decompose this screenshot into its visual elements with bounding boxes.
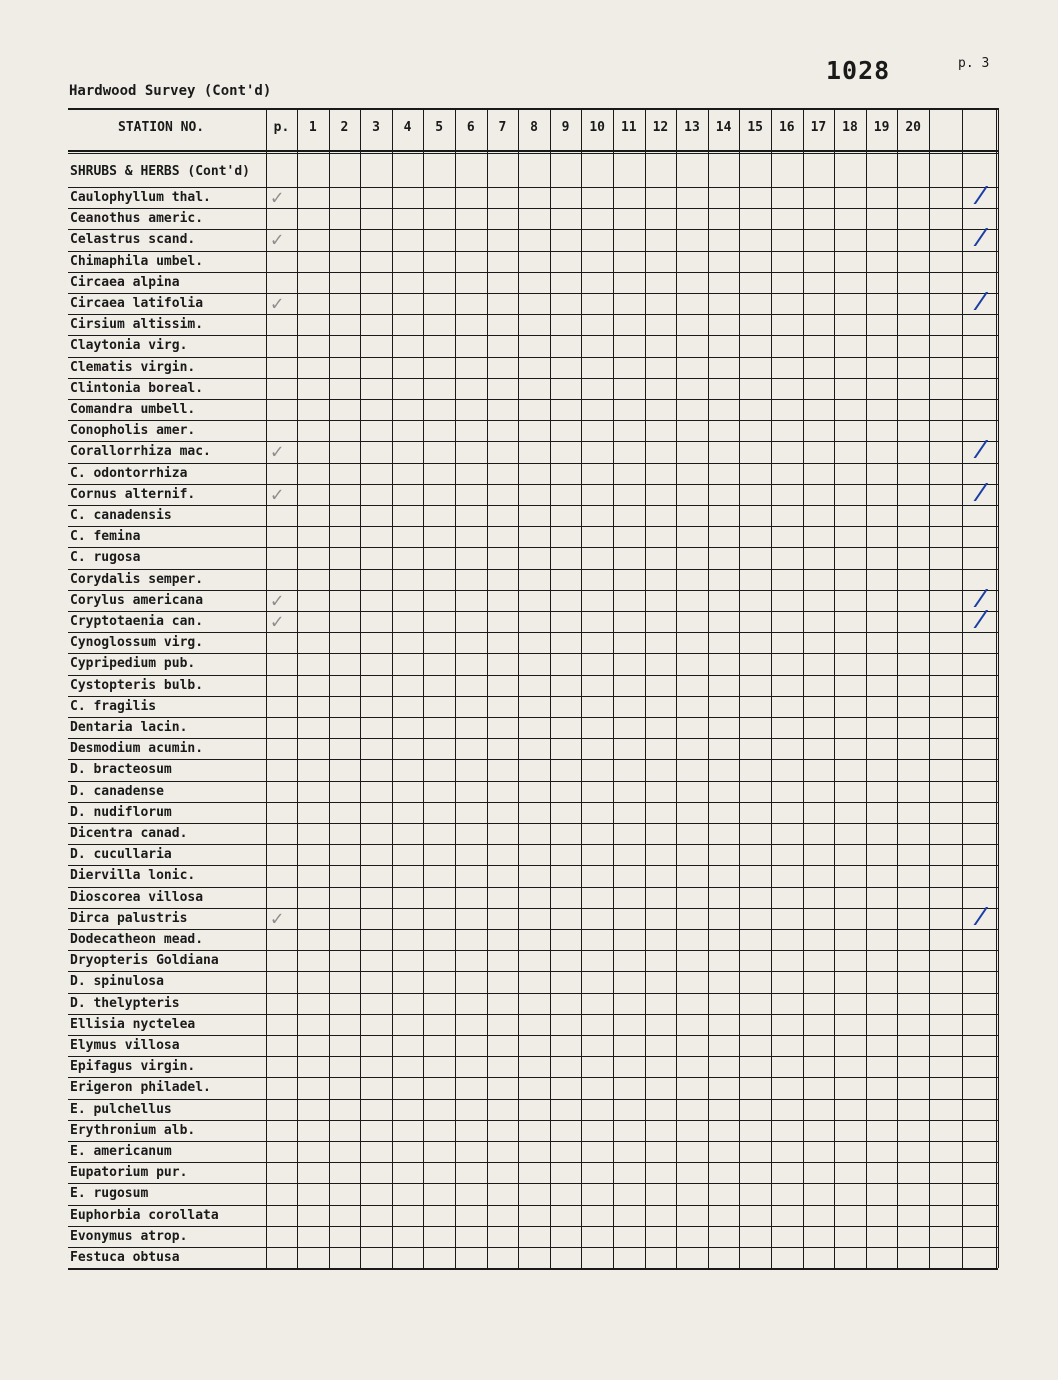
station-no-label: STATION NO. <box>118 120 205 135</box>
row-rule <box>68 675 998 676</box>
station-header-16: 16 <box>778 120 795 135</box>
column-rule <box>518 108 519 1268</box>
tally-mark: / <box>971 607 991 632</box>
species-name: Caulophyllum thal. <box>70 190 211 205</box>
species-name: C. rugosa <box>70 550 141 566</box>
row-rule <box>68 1162 998 1163</box>
row-rule <box>68 569 998 570</box>
p-check-mark: ✓ <box>271 481 284 506</box>
column-rule <box>266 108 267 1268</box>
tally-mark: / <box>971 585 991 611</box>
species-name: Dioscorea villosa <box>70 889 204 905</box>
tally-mark: / <box>971 183 991 208</box>
species-name: C. fragilis <box>70 698 157 714</box>
station-header-8: 8 <box>530 120 538 135</box>
row-rule <box>68 865 998 866</box>
row-rule <box>68 484 998 485</box>
species-name: E. pulchellus <box>70 1101 172 1117</box>
station-header-11: 11 <box>620 120 637 135</box>
row-rule <box>68 738 998 739</box>
station-header-19: 19 <box>873 120 890 135</box>
row-rule <box>68 696 998 697</box>
species-name: Diervilla lonic. <box>70 868 196 884</box>
station-header-17: 17 <box>810 120 827 135</box>
row-rule <box>68 1226 998 1227</box>
p-check-mark: ✓ <box>271 185 284 209</box>
species-name: Corallorrhiza mac. <box>70 444 211 460</box>
species-name: Euphorbia corollata <box>70 1207 219 1223</box>
tally-mark: / <box>971 903 991 929</box>
species-name: E. americanum <box>70 1144 172 1159</box>
column-rule <box>962 108 963 1268</box>
row-rule <box>68 463 998 464</box>
species-name: Circaea alpina <box>70 274 180 290</box>
row-rule <box>68 908 998 909</box>
species-name: Festuca obtusa <box>70 1250 180 1265</box>
page-number: p. 3 <box>958 56 990 71</box>
row-rule <box>68 1268 998 1270</box>
species-name: Cypripedium pub. <box>70 656 196 672</box>
species-name: Celastrus scand. <box>70 232 196 248</box>
column-rule <box>897 108 898 1268</box>
column-rule <box>613 108 614 1268</box>
row-rule <box>68 993 998 994</box>
species-name: D. spinulosa <box>70 974 164 990</box>
row-rule <box>68 208 998 209</box>
column-rule <box>487 108 488 1268</box>
station-header-10: 10 <box>589 120 606 135</box>
column-rule <box>866 108 867 1268</box>
p-column-header: p. <box>273 120 290 135</box>
row-rule <box>68 399 998 400</box>
station-header-9: 9 <box>561 120 570 135</box>
column-rule <box>998 108 999 1268</box>
row-rule <box>68 1077 998 1078</box>
row-rule <box>68 1014 998 1015</box>
survey-grid <box>68 108 998 1264</box>
p-check-mark: ✓ <box>271 439 284 464</box>
species-name: Cornus alternif. <box>70 486 196 502</box>
row-rule <box>68 547 998 548</box>
species-name: Corylus americana <box>70 592 204 608</box>
tally-mark: / <box>971 437 991 463</box>
row-rule <box>68 781 998 782</box>
row-rule <box>68 505 998 506</box>
species-name: C. odontorrhiza <box>70 465 188 481</box>
tally-mark: / <box>971 289 991 314</box>
row-rule <box>68 950 998 951</box>
species-name: Epifagus virgin. <box>70 1059 196 1075</box>
row-rule <box>68 1141 998 1142</box>
species-name: Cynoglossum virg. <box>70 635 204 651</box>
row-rule <box>68 420 998 421</box>
row-rule <box>68 590 998 591</box>
station-header-20: 20 <box>905 120 922 135</box>
column-rule <box>645 108 646 1268</box>
row-rule <box>68 357 998 358</box>
row-rule <box>68 272 998 273</box>
species-name: Cryptotaenia can. <box>70 614 204 629</box>
species-name: Dirca palustris <box>70 910 188 926</box>
species-name: Clematis virgin. <box>70 359 196 375</box>
species-name: Eupatorium pur. <box>70 1165 188 1181</box>
row-rule <box>68 314 998 315</box>
species-name: D. canadense <box>70 783 164 799</box>
row-rule <box>68 526 998 527</box>
document-number: 1028 <box>826 56 891 85</box>
row-rule <box>68 335 998 336</box>
species-name: Chimaphila umbel. <box>70 253 204 269</box>
row-rule <box>68 293 998 294</box>
row-rule <box>68 1247 998 1248</box>
species-name: Cystopteris bulb. <box>70 677 204 693</box>
header-rule <box>68 150 998 152</box>
species-name: Erythronium alb. <box>70 1122 196 1138</box>
p-check-mark: ✓ <box>271 905 284 930</box>
column-rule <box>455 108 456 1268</box>
species-name: E. rugosum <box>70 1186 149 1202</box>
species-name: Dryopteris Goldiana <box>70 953 219 969</box>
column-rule <box>929 108 930 1268</box>
station-header-7: 7 <box>498 120 507 135</box>
column-rule <box>739 108 740 1268</box>
row-rule <box>68 251 998 252</box>
column-rule <box>834 108 835 1268</box>
species-name: Cirsium altissim. <box>70 317 204 333</box>
species-name: D. thelypteris <box>70 995 180 1011</box>
row-rule <box>68 1120 998 1121</box>
section-rule <box>68 187 998 188</box>
species-name: Evonymus atrop. <box>70 1228 188 1244</box>
row-rule <box>68 1183 998 1184</box>
species-name: Comandra umbell. <box>70 402 196 417</box>
species-name: Clintonia boreal. <box>70 380 204 396</box>
species-name: Circaea latifolia <box>70 296 204 311</box>
column-rule <box>771 108 772 1268</box>
survey-title: Hardwood Survey (Cont'd) <box>69 83 272 99</box>
species-name: D. cucullaria <box>70 847 172 863</box>
row-rule <box>68 1099 998 1100</box>
species-name: Corydalis semper. <box>70 571 204 587</box>
species-name: Conopholis amer. <box>70 423 196 439</box>
row-rule <box>68 802 998 803</box>
column-rule <box>581 108 582 1268</box>
species-name: Dentaria lacin. <box>70 720 188 735</box>
column-rule <box>676 108 677 1268</box>
species-name: D. nudiflorum <box>70 804 172 820</box>
row-rule <box>68 887 998 888</box>
station-header-6: 6 <box>466 120 475 135</box>
station-header-13: 13 <box>684 120 700 135</box>
row-rule <box>68 971 998 972</box>
station-header-4: 4 <box>403 120 412 135</box>
row-rule <box>68 844 998 845</box>
station-header-12: 12 <box>652 120 669 135</box>
grid-top-rule <box>68 108 998 110</box>
row-rule <box>68 378 998 379</box>
row-rule <box>68 929 998 930</box>
tally-mark: / <box>971 479 991 505</box>
species-name: Dodecatheon mead. <box>70 932 204 947</box>
species-name: Claytonia virg. <box>70 338 188 354</box>
row-rule <box>68 441 998 442</box>
station-header-15: 15 <box>747 120 764 135</box>
species-name: Ellisia nyctelea <box>70 1016 196 1032</box>
row-rule <box>68 611 998 612</box>
station-header-1: 1 <box>308 120 317 135</box>
species-name: Ceanothus americ. <box>70 211 204 227</box>
station-header-5: 5 <box>435 120 444 135</box>
section-heading: SHRUBS & HERBS (Cont'd) <box>70 164 251 179</box>
row-rule <box>68 717 998 718</box>
species-name: D. bracteosum <box>70 762 172 778</box>
column-rule <box>297 108 298 1268</box>
row-rule <box>68 653 998 654</box>
row-rule <box>68 823 998 824</box>
species-name: Elymus villosa <box>70 1038 180 1053</box>
header-rule-double <box>68 153 998 154</box>
p-check-mark: ✓ <box>271 609 284 633</box>
row-rule <box>68 1056 998 1057</box>
column-rule <box>996 108 997 1268</box>
row-rule <box>68 632 998 633</box>
p-check-mark: ✓ <box>271 291 284 315</box>
species-name: Dicentra canad. <box>70 826 188 841</box>
species-name: Erigeron philadel. <box>70 1080 211 1096</box>
station-header-3: 3 <box>372 120 380 135</box>
species-name: C. femina <box>70 529 141 545</box>
station-header-14: 14 <box>715 120 732 135</box>
p-check-mark: ✓ <box>271 587 284 612</box>
species-name: Desmodium acumin. <box>70 741 204 757</box>
station-header-18: 18 <box>842 120 858 135</box>
row-rule <box>68 229 998 230</box>
p-check-mark: ✓ <box>271 227 284 252</box>
station-header-2: 2 <box>340 120 349 135</box>
column-rule <box>708 108 709 1268</box>
row-rule <box>68 1035 998 1036</box>
column-rule <box>550 108 551 1268</box>
column-rule <box>360 108 361 1268</box>
column-rule <box>423 108 424 1268</box>
row-rule <box>68 1205 998 1206</box>
column-rule <box>329 108 330 1268</box>
tally-mark: / <box>971 225 991 251</box>
column-rule <box>392 108 393 1268</box>
column-rule <box>803 108 804 1268</box>
row-rule <box>68 759 998 760</box>
species-name: C. canadensis <box>70 508 172 523</box>
